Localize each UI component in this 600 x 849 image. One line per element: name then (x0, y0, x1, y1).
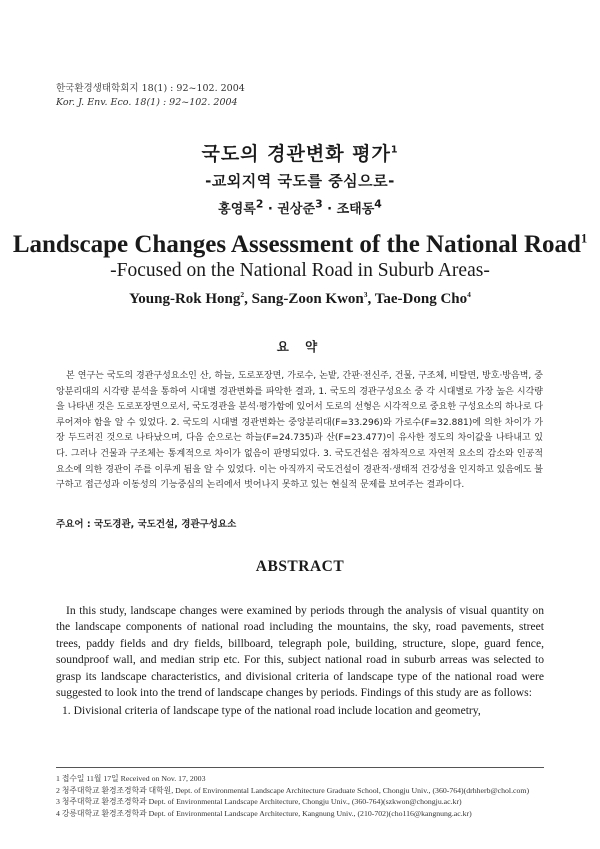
abstract-paragraph: In this study, landscape changes were examined by periods through the analysis of visual quantity on the landscape components of national road including the mountains, the sky, road pavements, street trees, paddy fields and dry fields, billboard, telegraph pole, building, structure, slope, guard fence, soundproof wall, and median strip etc. For this, subject national road in suburb arreas was selected to grasp its landscape characteristics, and divisional criteria of landscape type of the national road were suggested to look into the trend of landscape changes by periods. Findings of this study are as follows: (56, 604, 544, 700)
english-author: Tae-Dong Cho$^4$ (374, 290, 471, 307)
footnote-divider (56, 767, 544, 768)
korean-subtitle: -교외지역 국도를 중심으로- (205, 172, 395, 190)
abstract-paragraph: 1. Divisional criteria of landscape type of the national road include location and geometry, (62, 704, 481, 718)
keywords-text: 국도경관, 국도건설, 경관구성요소 (93, 519, 237, 530)
footnote: 2 청주대학교 환경조경학과 대학원, Dept. of Environmental Landscape Architecture Graduate School, Chongju Univ., (360-764)(drhherb@chol.com) (56, 785, 530, 795)
english-author: Sang-Zoon Kwon$^3$, (251, 290, 375, 307)
english-title-text: Landscape Changes Assessment of the National Road (12, 231, 581, 258)
english-title-footnote-marker: 1 (580, 231, 588, 246)
korean-title-text: 국도의 경관변화 평가 (201, 143, 391, 165)
journal-citation-korean: 한국환경생태학회지 18(1) : 92~102. 2004 (56, 83, 245, 94)
footnote: 1 접수일 11월 17일 Received on Nov. 17, 2003 (56, 774, 206, 783)
korean-authors (0, 198, 600, 217)
journal-citation-english: Kor. J. Env. Eco. 18(1) : 92~102. 2004 (56, 97, 238, 108)
korean-author: 권상준$^3$ · (277, 198, 337, 218)
footnote: 4 강릉대학교 환경조경학과 Dept. of Environmental Landscape Architecture, Kangnung Univ., (210-702)(cho116@kangnung.ac.kr) (56, 808, 472, 818)
korean-author: 홍영록$^2$ · (218, 198, 278, 218)
keywords (56, 516, 236, 530)
english-title (0, 231, 600, 259)
abstract-heading: ABSTRACT (255, 558, 345, 575)
korean-title-footnote-marker: 1 (390, 144, 399, 156)
summary-heading: 요 약 (276, 339, 324, 354)
footnotes (56, 773, 544, 819)
journal-citation (56, 82, 245, 110)
keywords-label: 주요어 : (56, 519, 91, 530)
english-author: Young-Rok Hong$^2$, (129, 290, 252, 307)
summary-text-korean: 본 연구는 국도의 경관구성요소인 산, 하늘, 도로포장면, 가로수, 논밭, 간판·전신주, 건물, 구조체, 비탈면, 방호·방음벽, 중앙분리대의 시각량 분석을 통하여 시대별 경관변화를 파악한 결과, 1. 국도의 경관구성요소 중 각 시대별로 가장 높은 시각량을 나타낸 것은 도로포장면으로서, 국도경관을 분석·평가함에 있어서 도로의 선형은 시각적으로 중요한 구성요소의 하나로 다루어져야 함을 알 수 있었다. 2. 국도의 시대별 경관변화는 중앙분리대(F=33.296)와 가로수(F=32.881)에 의한 차이가 가장 두드러진 것으로 나타났으며, 다음 순으로는 하늘(F=24.735)과 산(F=23.477)이 유사한 정도의 차이값을 나타내고 있다. 그러나 건물과 구조체는 통계적으로 차이가 없음이 판명되었다. 3. 국도건설은 점차적으로 자연적 요소의 감소와 인공적 요소에 의한 경관이 주를 이루게 됨을 알 수 있었다. 이는 아직까지 국도건설이 경관적·생태적 건강성을 인지하고 있음에도 불구하고 접근성과 이동성의 기능중심의 논리에서 벗어나지 못하고 있는 현실적 문제를 보여주는 결과이다. (56, 371, 543, 491)
korean-title (0, 139, 600, 166)
abstract-body (56, 603, 544, 720)
korean-author: 조태동$^4$ (336, 198, 382, 218)
english-authors (0, 290, 600, 308)
english-subtitle: -Focused on the National Road in Suburb Areas- (110, 260, 490, 281)
footnote: 3 청주대학교 환경조경학과 Dept. of Environmental Landscape Architecture, Chongju Univ., (360-764)(szkwon@chongju.ac.kr) (56, 797, 462, 807)
